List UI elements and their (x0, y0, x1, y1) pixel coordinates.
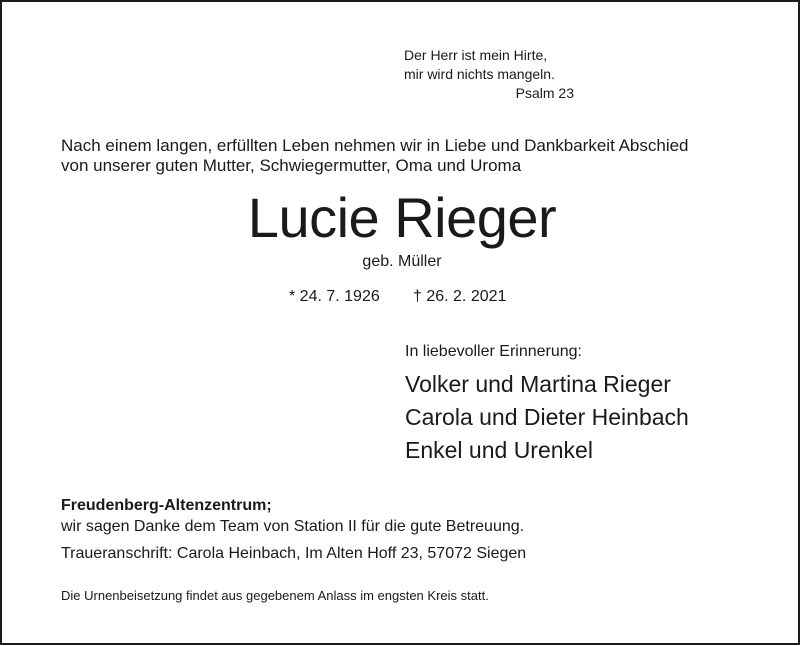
intro-text (61, 136, 761, 176)
thanks-heading: Freudenberg-Altenzentrum; (61, 497, 272, 514)
burial-note: Die Urnenbeisetzung findet aus gegebenem Anlass im engsten Kreis statt. (61, 588, 489, 603)
birth-date: * 24. 7. 1926 (289, 288, 380, 305)
mourning-address: Traueranschrift: Carola Heinbach, Im Alten Hoff 23, 57072 Siegen (61, 545, 527, 562)
psalm-line: mir wird nichts mangeln. (404, 66, 555, 82)
mourner-entry: Carola und Dieter Heinbach (405, 404, 689, 430)
mourner-entry: Enkel und Urenkel (405, 437, 593, 463)
intro-line: von unserer guten Mutter, Schwiegermutter, Oma und Uroma (61, 156, 522, 175)
death-date: † 26. 2. 2021 (413, 288, 507, 305)
deceased-name: Lucie Rieger (247, 186, 557, 249)
psalm-reference: Psalm 23 (515, 85, 574, 101)
psalm-quote (404, 46, 574, 103)
mourner-entry: Volker und Martina Rieger (405, 371, 671, 397)
mourners-list (405, 368, 689, 467)
psalm-line: Der Herr ist mein Hirte, (404, 47, 548, 63)
thanks-text: wir sagen Danke dem Team von Station II für die gute Betreuung. (61, 518, 525, 535)
memory-label: In liebevoller Erinnerung: (405, 343, 582, 360)
intro-line: Nach einem langen, erfüllten Leben nehmen wir in Liebe und Dankbarkeit Abschied (61, 136, 689, 155)
maiden-name: geb. Müller (362, 253, 442, 270)
